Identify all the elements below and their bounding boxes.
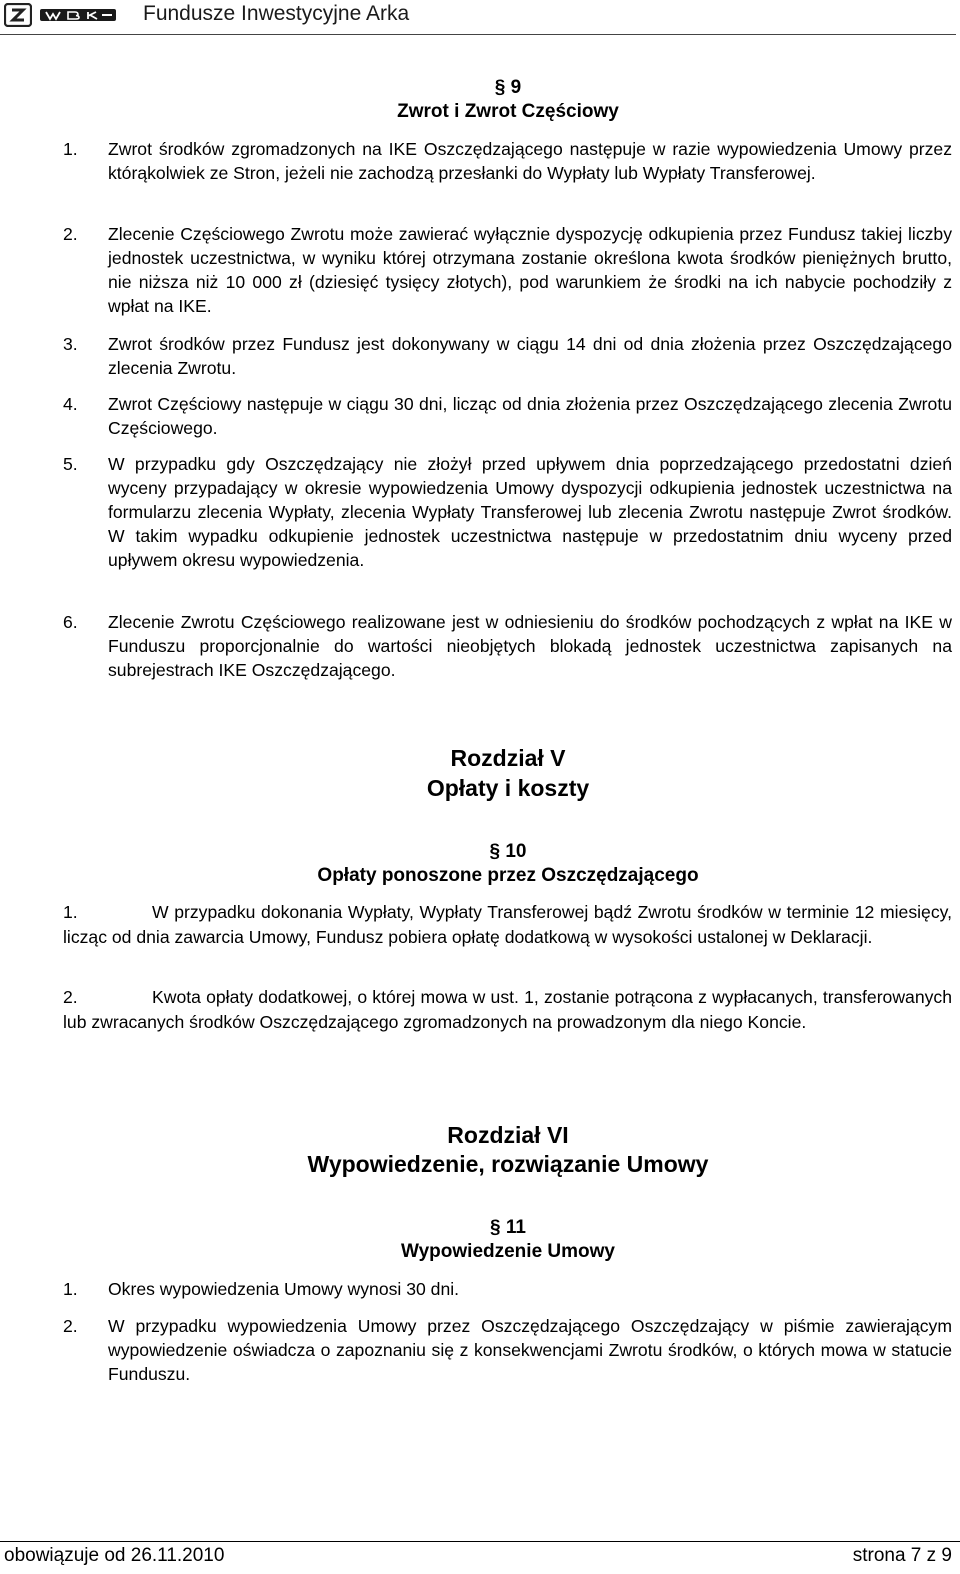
footer-divider xyxy=(0,1541,960,1542)
item-number: 1. xyxy=(63,1279,78,1299)
item-text: Okres wypowiedzenia Umowy wynosi 30 dni. xyxy=(108,1279,460,1299)
list-item xyxy=(63,392,952,440)
list-item xyxy=(63,222,952,318)
item-number: 2. xyxy=(63,987,78,1007)
chapter-6-title: Wypowiedzenie, rozwiązanie Umowy xyxy=(307,1151,709,1177)
wbk-logo-icon xyxy=(40,8,116,22)
item-number: 3. xyxy=(63,334,78,354)
section-9-title: Zwrot i Zwrot Częściowy xyxy=(397,101,619,122)
list-item xyxy=(63,610,952,682)
item-text: Zwrot środków zgromadzonych na IKE Oszczędzającego następuje w razie wypowiedzenia Umowy przez którąkolwiek ze Stron, jeżeli nie zachodzą przesłanki do Wypłaty lub Wypłaty Transferowej. xyxy=(108,139,952,183)
section-10-title: Opłaty ponoszone przez Oszczędzającego xyxy=(317,865,699,886)
item-number: 4. xyxy=(63,394,78,414)
item-text: W przypadku dokonania Wypłaty, Wypłaty Transferowej bądź Zwrotu środków w terminie 12 miesięcy, licząc od dnia zawarcia Umowy, Fundusz pobiera opłatę dodatkową w wysokości ustalonej w Deklaracji. xyxy=(63,902,952,947)
item-number: 1. xyxy=(63,139,78,159)
effective-date: obowiązuje od 26.11.2010 xyxy=(4,1545,225,1566)
list-item xyxy=(63,332,952,380)
bank-logo-icon xyxy=(4,3,32,27)
item-number: 2. xyxy=(63,1316,78,1336)
header-divider xyxy=(0,34,956,35)
item-text: Kwota opłaty dodatkowej, o której mowa w ust. 1, zostanie potrącona z wypłacanych, transferowanych lub zwracanych środków Oszczędzającego zgromadzonych na prowadzonym dla niego Koncie. xyxy=(63,987,952,1032)
header-title: Fundusze Inwestycyjne Arka xyxy=(143,2,410,25)
chapter-5-title: Opłaty i koszty xyxy=(426,775,590,801)
section-11-title: Wypowiedzenie Umowy xyxy=(401,1241,615,1262)
list-item xyxy=(63,985,952,1034)
item-number: 2. xyxy=(63,224,78,244)
page-number: strona 7 z 9 xyxy=(852,1545,952,1566)
item-number: 5. xyxy=(63,454,78,474)
list-item xyxy=(63,900,952,949)
item-number: 1. xyxy=(63,902,78,922)
list-item xyxy=(63,452,952,572)
section-10-symbol: § 10 xyxy=(489,841,527,862)
list-item xyxy=(63,137,952,185)
list-item xyxy=(63,1277,952,1301)
item-text: Zlecenie Częściowego Zwrotu może zawierać wyłącznie dyspozycję odkupienia przez Fundusz takiej liczby jednostek uczestnictwa, w wyniku której otrzymana zostanie określona kwota środków pieniężnych brutto, nie niższa niż 10 000 zł (dziesięć tysięcy złotych), pod warunkiem że środki na ich nabycie pochodziły z wpłat na IKE. xyxy=(108,224,952,316)
item-text: Zwrot Częściowy następuje w ciągu 30 dni, licząc od dnia złożenia przez Oszczędzającego zlecenia Zwrotu Częściowego. xyxy=(108,394,952,438)
section-9-symbol: § 9 xyxy=(494,77,522,98)
chapter-6-label: Rozdział VI xyxy=(447,1122,569,1148)
section-11-symbol: § 11 xyxy=(490,1217,526,1238)
item-text: Zwrot środków przez Fundusz jest dokonywany w ciągu 14 dni od dnia złożenia przez Oszczędzającego zlecenia Zwrotu. xyxy=(108,334,952,378)
page-header xyxy=(0,0,960,40)
item-text: W przypadku gdy Oszczędzający nie złożył przed upływem dnia poprzedzającego przedostatni dzień wyceny przypadający w okresie wypowiedzenia Umowy dyspozycji odkupienia jednostek uczestnictwa na formularzu zlecenia Wypłaty, zlecenia Wypłaty Transferowej lub zlecenia Zwrotu następuje Zwrot środków. W takim wypadku odkupienie jednostek uczestnictwa następuje w przedostatnim dniu wyceny przed upływem okresu wypowiedzenia. xyxy=(108,454,952,570)
item-text: W przypadku wypowiedzenia Umowy przez Oszczędzającego Oszczędzający w piśmie zawierającym wypowiedzenie oświadcza o zapoznaniu się z konsekwencjami Zwrotu środków, o których mowa w statucie Funduszu. xyxy=(108,1316,952,1384)
list-item xyxy=(63,1314,952,1386)
chapter-5-label: Rozdział V xyxy=(450,745,566,771)
item-number: 6. xyxy=(63,612,78,632)
item-text: Zlecenie Zwrotu Częściowego realizowane jest w odniesieniu do środków pochodzących z wpłat na IKE w Funduszu proporcjonalnie do wartości nieobjętych blokadą jednostek uczestnictwa zapisanych na subrejestrach IKE Oszczędzającego. xyxy=(108,612,952,680)
